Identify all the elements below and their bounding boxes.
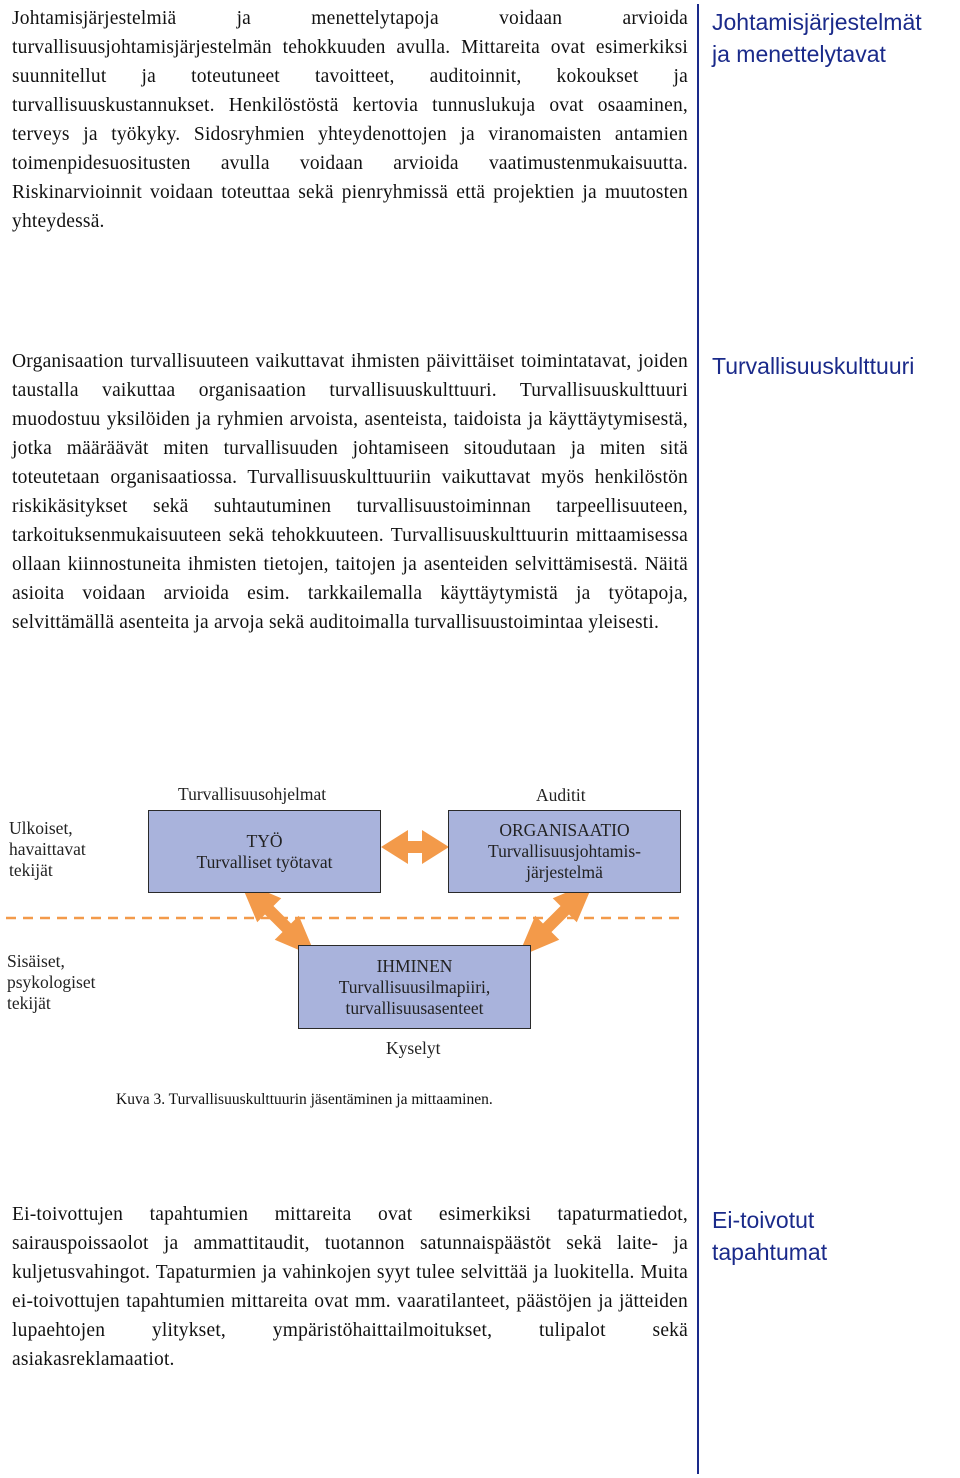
margin-heading-line: ja menettelytavat	[712, 41, 886, 67]
paragraph-management-systems: Johtamisjärjestelmiä ja menettelytapoja voidaan arvioida turvallisuusjohtamisjärjestelmän tehokkuuden avulla. Mittareita ovat esimerkiksi suunnitellut ja toteutuneet tavoitteet, auditoinnit, kokoukset ja turvallisuuskustannukset. Henkilöstöstä kertovia tunnuslukuja ovat osaaminen, terveys ja työkyky. Sidosryhmien yhteydenottojen ja viranomaisten antamien toimenpidesuositusten avulla voidaan arvioida vaatimustenmukaisuutta. Riskinarvioinnit voidaan toteuttaa sekä pienryhmissä että projektien ja muutosten yhteydessä.	[12, 8, 688, 232]
margin-heading-line: tapahtumat	[712, 1239, 828, 1265]
box-line: Turvalliset työtavat	[196, 851, 333, 872]
external-factors-label	[9, 818, 86, 881]
box-line: ORGANISAATIO	[499, 820, 630, 840]
audits-label: Auditit	[536, 785, 586, 805]
label-line: havaittavat	[9, 839, 86, 859]
label-line: tekijät	[7, 993, 51, 1013]
organization-box	[448, 810, 681, 893]
margin-heading-unwanted-events	[712, 1204, 957, 1268]
arrow-work-org	[381, 830, 449, 864]
column-divider	[697, 4, 699, 1474]
paragraph-unwanted-events: Ei-toivottujen tapahtumien mittareita ovat esimerkiksi tapaturmatiedot, sairauspoissaolot ja ammattitaudit, tuotannon satunnaispäästöt sekä laite- ja kuljetusvahingot. Tapaturmien ja vahinkojen syyt tulee selvittää ja luokitella. Muita ei-toivottujen tapahtumien mittareita ovat mm. vaaratilanteet, päästöjen ja jätteiden lupaehtojen ylitykset, ympäristöhaittailmoitukset, tulipalot sekä asiakasreklamaatiot.	[12, 1204, 688, 1370]
safety-culture-diagram	[0, 770, 700, 1130]
box-line: turvallisuusasenteet	[345, 997, 484, 1018]
box-line: IHMINEN	[376, 955, 453, 976]
box-line: järjestelmä	[526, 862, 603, 882]
work-box	[148, 810, 381, 893]
label-line: Sisäiset,	[7, 951, 65, 971]
box-line: TYÖ	[246, 830, 283, 851]
programs-label: Turvallisuusohjelmat	[178, 784, 327, 804]
human-box	[298, 945, 531, 1029]
box-line: Turvallisuusjohtamis-	[488, 841, 641, 861]
box-line: Turvallisuusilmapiiri,	[338, 976, 491, 997]
margin-heading-safety-culture: Turvallisuuskulttuuri	[712, 353, 915, 379]
label-line: tekijät	[9, 860, 53, 880]
label-line: psykologiset	[7, 972, 96, 992]
figure-caption: Kuva 3. Turvallisuuskulttuurin jäsentäminen ja mittaaminen.	[116, 1091, 493, 1108]
internal-factors-label	[7, 951, 95, 1014]
surveys-label: Kyselyt	[386, 1038, 441, 1058]
margin-heading-line: Ei-toivotut	[712, 1207, 815, 1233]
paragraph-safety-culture: Organisaation turvallisuuteen vaikuttavat ihmisten päivittäiset toimintatavat, joiden taustalla vaikuttaa organisaation turvallisuuskulttuuri. Turvallisuuskulttuuri muodostuu yksilöiden ja ryhmien arvoista, asenteista, taidoista ja käyttäytymisestä, jotka määräävät miten turvallisuuden johtamiseen sitoudutaan ja miten sitä toteutetaan organisaatiossa. Turvallisuuskulttuuriin vaikuttavat myös henkilöstön riskikäsitykset sekä suhtautuminen turvallisuustoiminnan tarpeellisuuteen, tarkoituksenmukaisuuteen sekä tehokkuuteen. Turvallisuuskulttuurin mittaamisessa ollaan kiinnostuneita ihmisten tietojen, taitojen ja asenteiden selvittämisestä. Näitä asioita voidaan arvioida esim. tarkkailemalla käyttäytymistä ja työtapoja, selvittämällä asenteita ja arvoja sekä auditoimalla turvallisuustoimintaa yleisesti.	[12, 351, 688, 633]
margin-heading-management-systems	[712, 6, 957, 70]
label-line: Ulkoiset,	[9, 818, 73, 838]
margin-heading-line: Johtamisjärjestelmät	[712, 9, 922, 35]
